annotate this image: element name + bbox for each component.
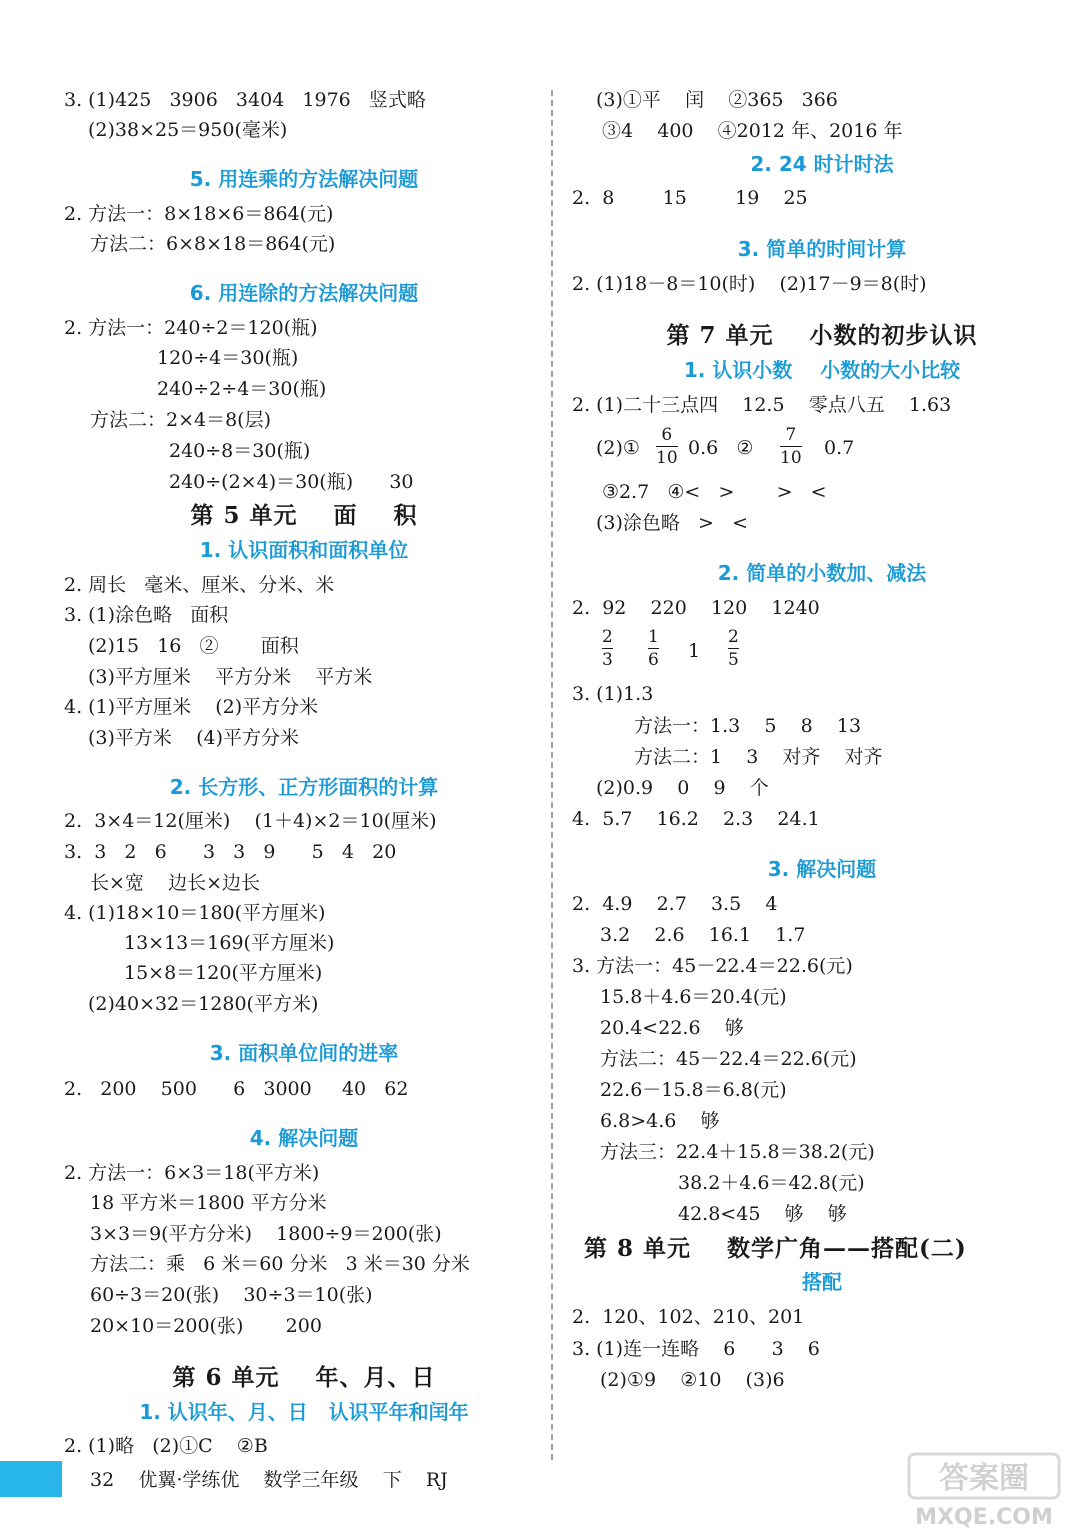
answer-line: 38.2＋4.6＝42.8(元) <box>678 1172 865 1194</box>
answer-line: 2. 200 500 6 3000 40 62 <box>64 1078 409 1100</box>
answer-line: 3×3＝9(平方分米) 1800÷9＝200(张) <box>90 1223 442 1245</box>
unit-title: 第 5 单元 面 积 <box>190 502 418 529</box>
answer-line: ③4 400 ④2012 年、2016 年 <box>602 120 903 142</box>
answer-line: 3. (1)1.3 <box>572 683 654 705</box>
fraction-denominator: 10 <box>780 448 802 468</box>
answer-line: 2. 120、102、210、201 <box>572 1306 805 1328</box>
answer-line: 4. 5.7 16.2 2.3 24.1 <box>572 808 820 830</box>
section-title: 6. 用连除的方法解决问题 <box>189 281 419 305</box>
answer-line: (2)40×32＝1280(平方米) <box>88 993 319 1015</box>
svg-text:MXQE.COM: MXQE.COM <box>915 1505 1053 1530</box>
footer-accent-bar <box>0 1461 62 1497</box>
answer-line: (3)①平 闰 ②365 366 <box>596 89 838 111</box>
answer-line: 240÷8＝30(瓶) <box>169 440 311 462</box>
answer-line: 方法二：1 3 对齐 对齐 <box>634 746 883 768</box>
answer-line: 3.2 2.6 16.1 1.7 <box>600 924 806 946</box>
answer-line: 方法二：45－22.4＝22.6(元) <box>600 1048 857 1070</box>
fraction <box>648 628 659 669</box>
answer-line: 3. 3 2 6 3 3 9 5 4 20 <box>64 841 397 863</box>
answer-line: (2)0.9 0 9 个 <box>596 777 769 799</box>
fraction-denominator: 5 <box>728 650 739 670</box>
section-title: 2. 长方形、正方形面积的计算 <box>169 775 439 799</box>
answer-line: ③2.7 ④< > > < <box>602 481 827 503</box>
section-title: 搭配 <box>802 1270 842 1294</box>
answer-line: 方法二：乘 6 米＝60 分米 3 米＝30 分米 <box>90 1253 470 1275</box>
answer-line: 4. (1)平方厘米 (2)平方分米 <box>64 696 319 718</box>
answer-line: 方法二：2×4＝8(层) <box>90 409 272 431</box>
page-footer: 32 优翼·学练优 数学三年级 下 RJ <box>90 1469 448 1491</box>
fraction-denominator: 6 <box>648 650 659 670</box>
fraction-bar <box>780 446 802 447</box>
answer-line: 42.8<45 够 够 <box>678 1203 847 1225</box>
fraction-denominator: 10 <box>656 448 678 468</box>
answer-line: 2. 方法一：8×18×6＝864(元) <box>64 203 334 225</box>
answer-line: 20.4<22.6 够 <box>600 1017 744 1039</box>
answer-line: 3. (1)425 3906 3404 1976 竖式略 <box>64 89 426 111</box>
answer-line: 120÷4＝30(瓶) <box>157 347 299 369</box>
fraction <box>728 628 739 669</box>
answer-line: 4. (1)18×10＝180(平方厘米) <box>64 902 326 924</box>
section-title: 2. 24 时计时法 <box>750 152 894 176</box>
answer-line: 2. 方法一：6×3＝18(平方米) <box>64 1162 320 1184</box>
answer-line: 方法三：22.4＋15.8＝38.2(元) <box>600 1141 875 1163</box>
fraction-numerator: 6 <box>661 425 673 445</box>
section-title: 1. 认识年、月、日 认识平年和闰年 <box>139 1400 469 1424</box>
answer-line: 长×宽 边长×边长 <box>90 872 260 894</box>
fraction <box>602 628 613 669</box>
answer-line: 2. (1)18－8＝10(时) (2)17－9＝8(时) <box>572 273 927 295</box>
fraction-bar <box>656 446 678 447</box>
answer-line: 13×13＝169(平方厘米) <box>124 932 335 954</box>
answer-line: 3. (1)涂色略 面积 <box>64 604 229 626</box>
fraction-numerator: 1 <box>648 627 659 647</box>
answer-line: (2)①9 ②10 (3)6 <box>600 1369 785 1391</box>
answer-line: 方法二：6×8×18＝864(元) <box>90 233 336 255</box>
answer-line: 2. 3×4＝12(厘米) (1＋4)×2＝10(厘米) <box>64 810 437 832</box>
answer-line: 18 平方米＝1800 平方分米 <box>90 1192 327 1214</box>
answer-line: 2. 92 220 120 1240 <box>572 597 820 619</box>
answer-fragment: 0.6 ② <box>688 437 754 459</box>
section-title: 1. 认识小数 小数的大小比较 <box>683 358 961 382</box>
answer-line: 15×8＝120(平方厘米) <box>124 962 323 984</box>
fraction <box>656 426 678 467</box>
answer-line: 3. (1)连一连略 6 3 6 <box>572 1338 820 1360</box>
svg-text:答案圈: 答案圈 <box>939 1461 1029 1496</box>
answer-line: (2)38×25＝950(毫米) <box>88 119 288 141</box>
section-title: 3. 解决问题 <box>767 857 877 881</box>
answer-line: 2. 周长 毫米、厘米、分米、米 <box>64 574 335 596</box>
answer-line: 20×10＝200(张) 200 <box>90 1315 322 1337</box>
fraction-bar <box>728 648 739 649</box>
fraction-bar <box>602 648 613 649</box>
answer-line: (3)平方米 (4)平方分米 <box>88 727 299 749</box>
answer-line: 2. 方法一：240÷2＝120(瓶) <box>64 317 318 339</box>
answer-line: 方法一：1.3 5 8 13 <box>634 715 862 737</box>
answer-line: 240÷(2×4)＝30(瓶) 30 <box>169 471 414 493</box>
fraction-denominator: 3 <box>602 650 613 670</box>
answer-line: 6.8>4.6 够 <box>600 1110 720 1132</box>
answer-line: 2. 8 15 19 25 <box>572 187 808 209</box>
answer-line: (2)15 16 ② 面积 <box>88 635 299 657</box>
answer-line: 2. (1)略 (2)①C ②B <box>64 1435 268 1457</box>
unit-title: 第 7 单元 小数的初步认识 <box>666 322 978 349</box>
watermark-logo <box>905 1450 1065 1530</box>
section-title: 4. 解决问题 <box>249 1126 359 1150</box>
answer-line: 2. 4.9 2.7 3.5 4 <box>572 893 778 915</box>
answer-line: (3)涂色略 > < <box>596 512 748 534</box>
section-title: 3. 简单的时间计算 <box>737 237 907 261</box>
answer-line: (3)平方厘米 平方分米 平方米 <box>88 666 373 688</box>
section-title: 2. 简单的小数加、减法 <box>717 561 927 585</box>
fraction-numerator: 7 <box>785 425 797 445</box>
answer-line: 3. 方法一：45－22.4＝22.6(元) <box>572 955 853 977</box>
answer-line: 15.8＋4.6＝20.4(元) <box>600 986 787 1008</box>
fraction-numerator: 2 <box>602 627 613 647</box>
column-divider <box>551 90 553 1460</box>
answer-line: 22.6－15.8＝6.8(元) <box>600 1079 787 1101</box>
answer-fragment: (2)① <box>596 437 640 459</box>
answer-line: 60÷3＝20(张) 30÷3＝10(张) <box>90 1284 373 1306</box>
fraction <box>780 426 802 467</box>
answer-line: 240÷2÷4＝30(瓶) <box>157 378 327 400</box>
unit-title: 第 6 单元 年、月、日 <box>172 1364 436 1391</box>
answer-fragment: 1 <box>688 640 701 662</box>
unit-title: 第 8 单元 数学广角——搭配(二) <box>584 1235 967 1262</box>
fraction-bar <box>648 648 659 649</box>
fraction-numerator: 2 <box>728 627 739 647</box>
answer-line: 2. (1)二十三点四 12.5 零点八五 1.63 <box>572 394 952 416</box>
answer-fragment: 0.7 <box>824 437 855 459</box>
section-title: 3. 面积单位间的进率 <box>209 1041 399 1065</box>
section-title: 5. 用连乘的方法解决问题 <box>189 167 419 191</box>
section-title: 1. 认识面积和面积单位 <box>199 538 409 562</box>
